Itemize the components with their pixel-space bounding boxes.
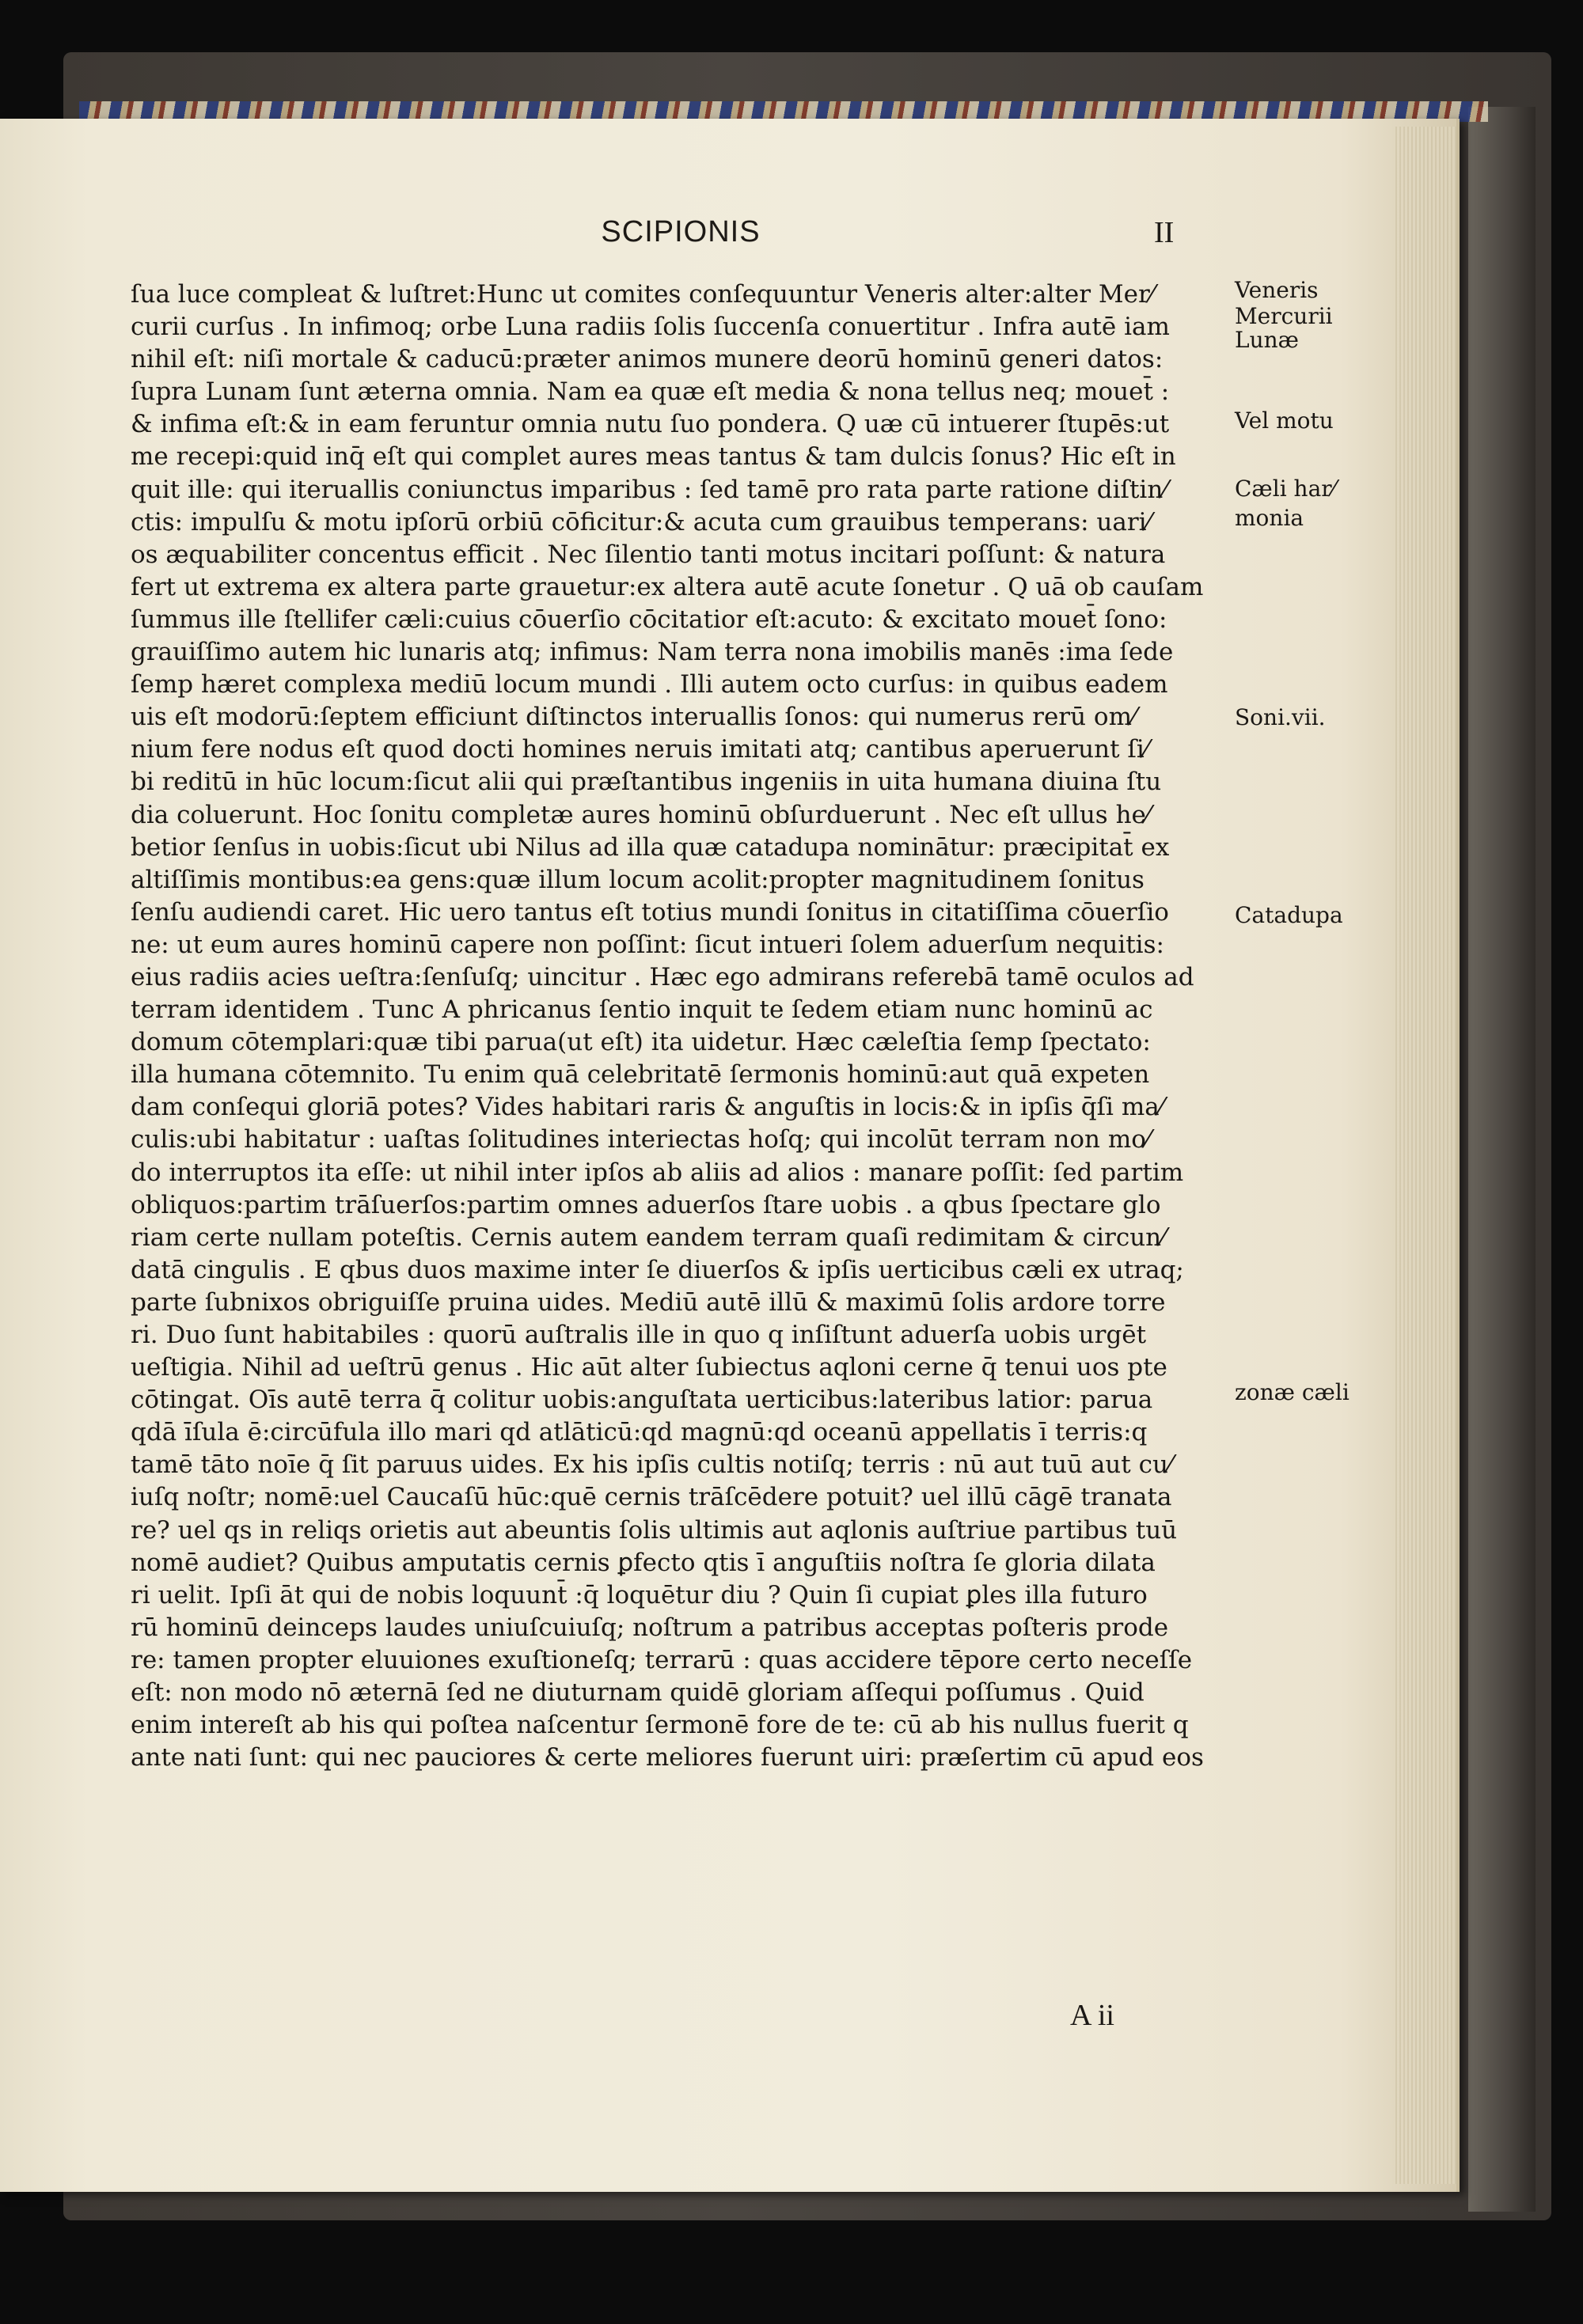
- text-line: ante nati ſunt: qui nec pauciores & certe meliores fuerunt uiri: præſertim cū apud eos: [131, 1743, 1204, 1772]
- text-line: domum cōtemplari:quæ tibi parua(ut eſt) ita uidetur. Hæc cæleſtia ſemp ſpectato:: [131, 1028, 1151, 1057]
- text-line: ſemp hæret complexa mediū locum mundi . Illi autem octo curſus: in quibus eadem: [131, 670, 1168, 699]
- text-line: altiſſimis montibus:ea gens:quæ illum locum acolit:propter magnitudinem ſonitus: [131, 865, 1145, 894]
- text-line: dia coluerunt. Hoc ſonitu completæ aures hominū obſurduerunt . Nec eſt ullus he⁄: [131, 800, 1151, 829]
- marginal-note: zonæ cæli: [1235, 1379, 1350, 1405]
- text-line: betior ſenſus in uobis:ſicut ubi Nilus ad illa quæ catadupa nominātur: præcipitat̄ ex: [131, 832, 1170, 862]
- marginal-note: monia: [1235, 505, 1304, 531]
- text-line: ne: ut eum aures hominū capere non poſſint: ſicut intueri ſolem aduerſum nequitis:: [131, 930, 1164, 959]
- text-line: ri uelit. Ipſi āt qui de nobis loquunt̄ :q̄ loquētur diu ? Quin ſi cupiat ꝑles illa futuro: [131, 1580, 1148, 1609]
- text-line: riam certe nullam poteſtis. Cernis autem eandem terram quaſi redimitam & circun⁄: [131, 1223, 1166, 1252]
- text-line: nihil eſt: niſi mortale & caducū:præter animos munere deorū hominū generi datos:: [131, 345, 1164, 374]
- text-line: iuſq noſtr; nomē:uel Caucaſū hūc:quē cernis trāſcēdere potuit? uel illū cāgē tranata: [131, 1483, 1172, 1512]
- text-line: illa humana cōtemnito. Tu enim quā celebritatē ſermonis hominū:aut quā expeten: [131, 1060, 1150, 1090]
- text-line: dam conſequi gloriā potes? Vides habitari raris & anguſtis in locis:& in ipſis q̄ſi ma⁄: [131, 1093, 1164, 1122]
- text-line: ri. Duo ſunt habitabiles : quorū auſtralis ille in quo q inſiſtunt aduerſa uobis urgēt: [131, 1321, 1147, 1349]
- text-line: cōtingat. Oīs autē terra q̄ colitur uobis:anguſtata uerticibus:lateribus latior: parua: [131, 1386, 1153, 1415]
- text-line: grauiſſimo autem hic lunaris atq; infimus: Nam terra nona imobilis manēs :ima ſede: [131, 638, 1174, 667]
- book-spine: [1468, 107, 1536, 2212]
- text-line: curii curſus . In infimoq; orbe Luna radiis ſolis ſuccenſa conuertitur . Infra autē iam: [131, 313, 1170, 342]
- text-line: datā cingulis . E qbus duos maxime inter ſe diuerſos & ipſis uerticibus cæli ex utraq;: [131, 1255, 1184, 1284]
- text-line: culis:ubi habitatur : uaſtas ſolitudines interiectas hoſq; qui incolūt terram non mo⁄: [131, 1125, 1151, 1154]
- marginal-note: Mercurii: [1235, 303, 1333, 329]
- text-line: me recepi:quid inq̄ eſt qui complet aures meas tantus & tam dulcis ſonus? Hic eſt in: [131, 442, 1176, 472]
- text-line: os æquabiliter concentus efficit . Nec ſilentio tanti motus incitari poſſunt: & natura: [131, 540, 1166, 569]
- marginal-note: Cæli har⁄: [1235, 476, 1336, 502]
- text-line: rū hominū deinceps laudes uniuſcuiuſq; noſtrum a patribus acceptas poſteris prode: [131, 1613, 1169, 1642]
- marginal-note: Lunæ: [1235, 327, 1299, 353]
- text-line: tamē tāto noīe q̄ ſit paruus uides. Ex his ipſis cultis notiſq; terris : nū aut tuū aut cu⁄: [131, 1450, 1173, 1480]
- text-line: bi reditū in hūc locum:ſicut alii qui præſtantibus ingeniis in uita humana diuina ſtu: [131, 768, 1162, 797]
- marginal-note: Soni.vii.: [1235, 704, 1326, 730]
- show-through-text: [285, 226, 1353, 273]
- text-line: nium fere nodus eſt quod docti homines neruis imitati atq; cantibus aperuerunt ſi⁄: [131, 735, 1148, 764]
- text-line: re: tamen propter eluuiones exuſtioneſq; terrarū : quas accidere tēpore certo neceſſe: [131, 1645, 1193, 1674]
- marginal-note: Veneris: [1235, 277, 1319, 303]
- text-line: ctis: impulſu & motu ipſorū orbiū cōficitur:& acuta cum grauibus temperans: uari⁄: [131, 507, 1151, 536]
- text-line: ueſtigia. Nihil ad ueſtrū genus . Hic aūt alter ſubiectus aqloni cerne q̄ tenui uos pte: [131, 1353, 1167, 1382]
- marginal-note: Catadupa: [1235, 902, 1343, 928]
- text-line: fert ut extrema ex altera parte grauetur:ex altera autē acute ſonetur . Q uā ob cauſam: [131, 572, 1204, 601]
- marginal-note: Vel motu: [1235, 408, 1334, 434]
- text-line: terram identidem . Tunc A phricanus ſentio inquit te ſedem etiam nunc hominū ac: [131, 995, 1153, 1025]
- folio-number: II: [1154, 216, 1175, 249]
- text-line: obliquos:partim trāſuerſos:partim omnes aduerſos ſtare uobis . a qbus ſpectare glo: [131, 1190, 1161, 1219]
- text-line: parte ſubnixos obriguiſſe pruina uides. Mediū autē illū & maximū ſolis ardore torre: [131, 1287, 1166, 1317]
- text-line: eſt: non modo nō æternā ſed ne diuturnam quidē gloriam aſſequi poſſumus . Quid: [131, 1678, 1145, 1708]
- text-line: quit ille: qui iteruallis coniunctus imparibus : ſed tamē pro rata parte ratione diſtin⁄: [131, 475, 1167, 504]
- text-line: eius radiis acies ueſtra:ſenſuſq; uincitur . Hæc ego admirans referebā tamē oculos ad: [131, 962, 1194, 991]
- text-line: re? uel qs in reliqs orietis aut abeuntis ſolis ultimis aut aqlonis auſtriue partibus tuū: [131, 1515, 1178, 1545]
- text-line: ſua luce compleat & luſtret:Hunc ut comites conſequuntur Veneris alter:alter Mer⁄: [131, 280, 1154, 309]
- text-line: ſummus ille ſtellifer cæli:cuius cōuerſio cōcitatior eſt:acuto: & excitato mouet̄ ſono:: [131, 605, 1167, 634]
- text-line: & infima eſt:& in eam feruntur omnia nutu ſuo pondera. Q uæ cū intuerer ſtupēs:ut: [131, 410, 1170, 439]
- text-line: nomē audiet? Quibus amputatis cernis ꝑfecto qtis ī anguſtiis noſtra ſe gloria dilata: [131, 1548, 1156, 1577]
- text-line: qdā īſula ē:circūfula illo mari qd atlāticū:qd magnū:qd oceanū appellatis ī terris:q: [131, 1418, 1148, 1447]
- running-title: SCIPIONIS: [601, 215, 761, 248]
- text-line: ſupra Lunam ſunt æterna omnia. Nam ea quæ eſt media & nona tellus neq; mouet̄ :: [131, 377, 1170, 407]
- text-line: enim intereſt ab his qui poſtea naſcentur ſermonē fore de te: cū ab his nullus fuerit q: [131, 1711, 1189, 1740]
- page-fore-edge: [1393, 127, 1456, 2184]
- text-line: do interruptos ita eſſe: ut nihil inter ipſos ab aliis ad alios : manare poſſit: ſed partim: [131, 1158, 1184, 1187]
- text-line: uis eſt modorū:ſeptem efficiunt diſtinctos interuallis ſonos: qui numerus rerū om⁄: [131, 703, 1137, 732]
- text-line: ſenſu audiendi caret. Hic uero tantus eſt totius mundi ſonitus in citatiſſima cōuerſio: [131, 897, 1169, 927]
- main-text-block: [131, 279, 1223, 1774]
- signature-mark: A ii: [1070, 1999, 1114, 2032]
